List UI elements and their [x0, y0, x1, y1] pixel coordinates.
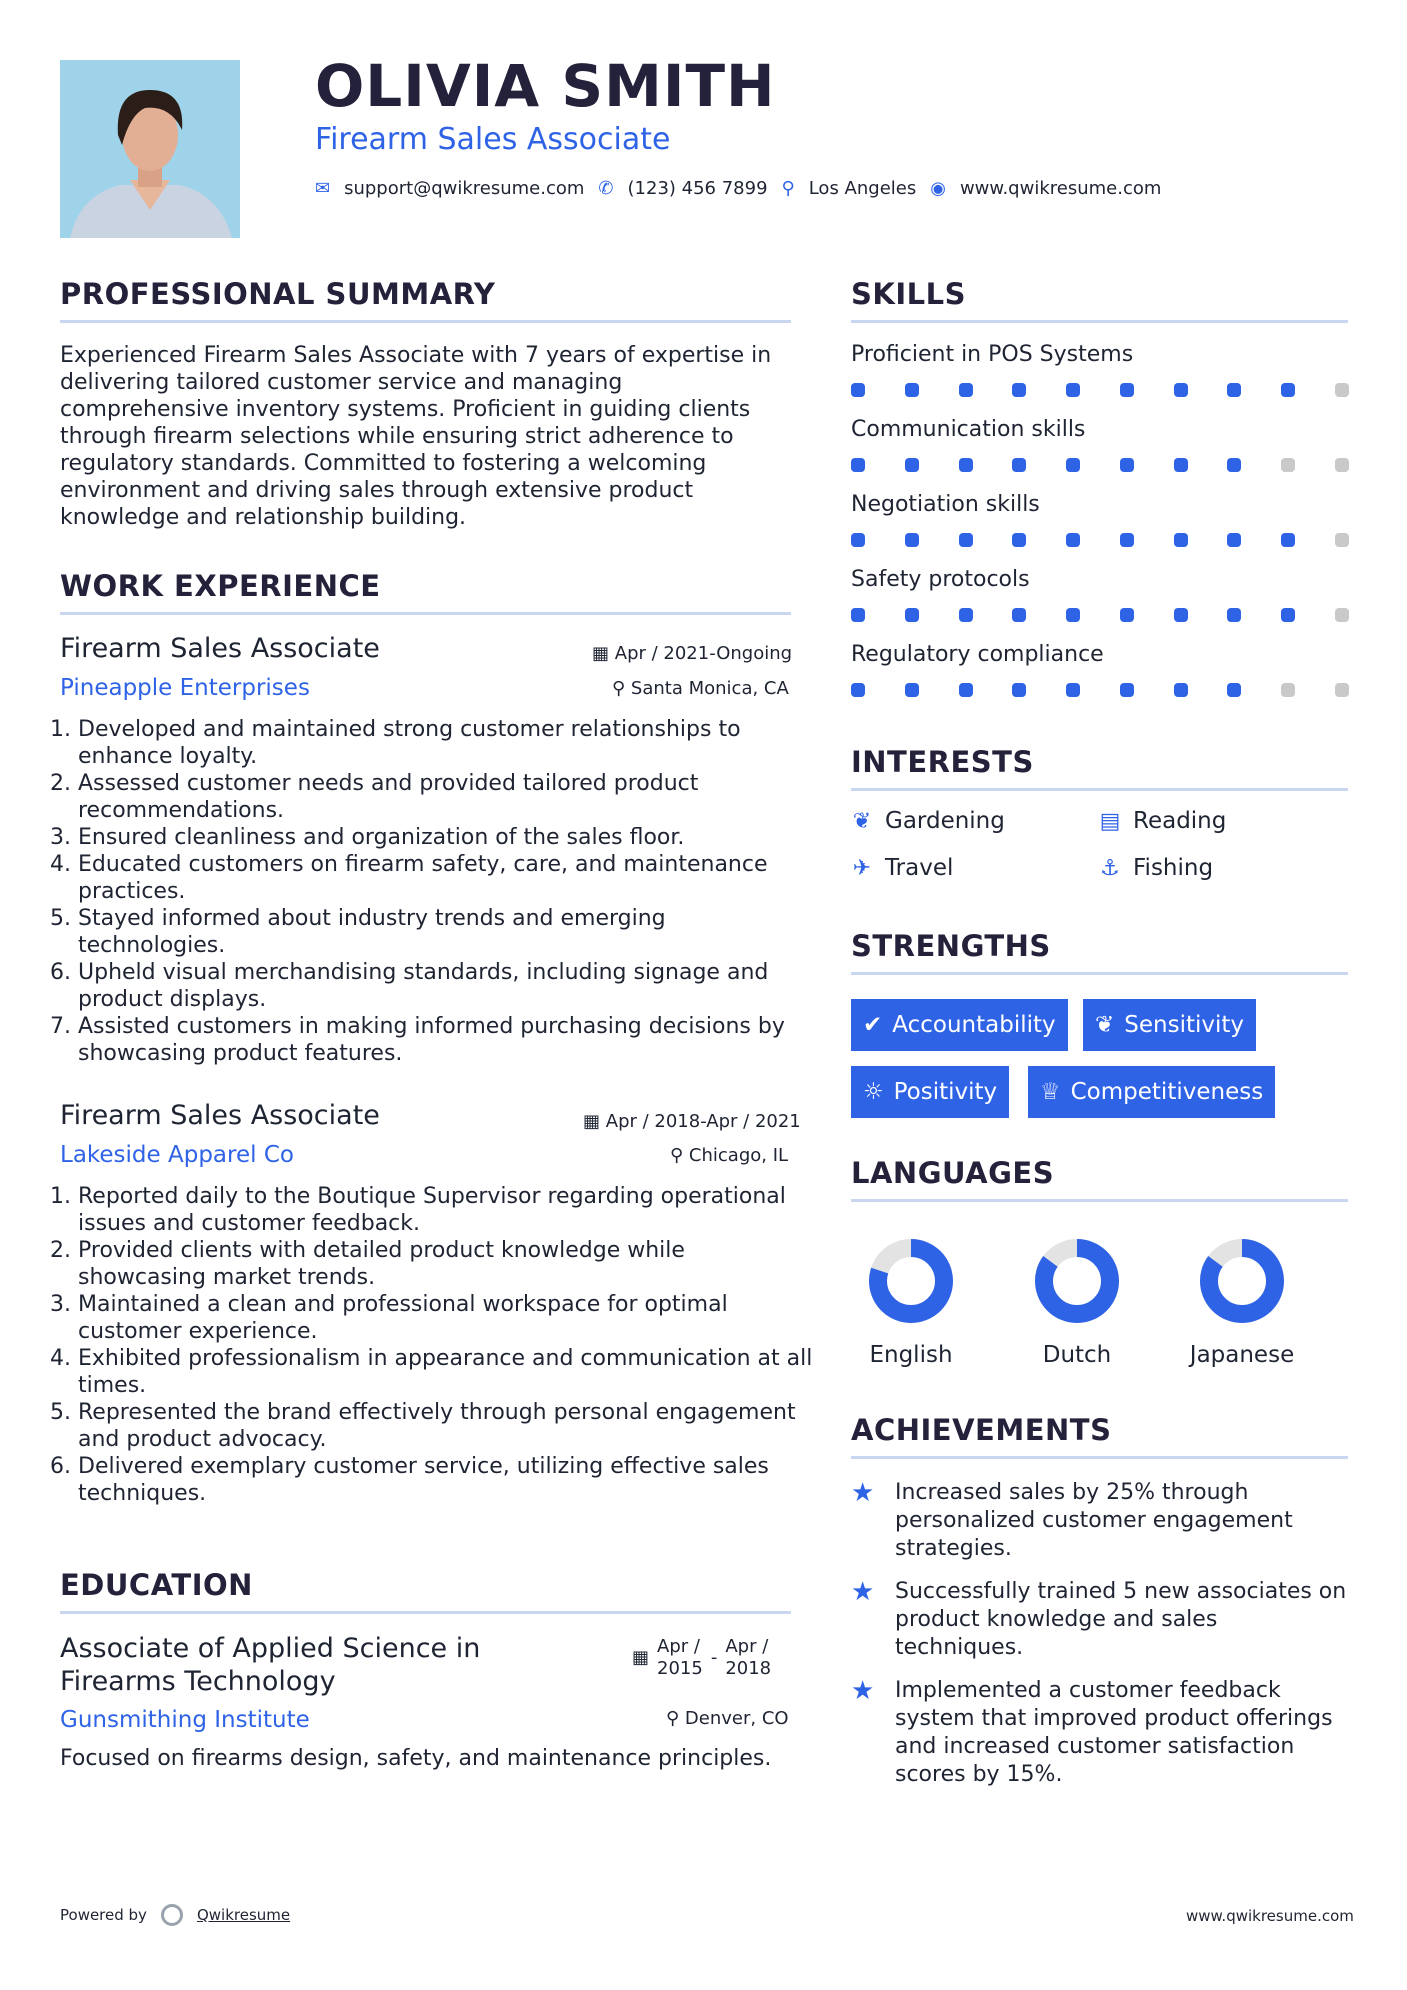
duty-item: 6. Upheld visual merchandising standards, including signage and product displays.	[78, 959, 813, 1013]
duty-item: 5. Represented the brand effectively through personal engagement and product advocacy.	[78, 1399, 813, 1453]
summary-text	[60, 342, 795, 531]
summary-line: comprehensive inventory systems. Proficient in guiding clients	[60, 397, 751, 422]
skill-dot-filled	[851, 683, 865, 697]
achievement-item: ★ Increased sales by 25% through personalized customer engagement strategies.	[851, 1478, 1293, 1561]
skill-dot-filled	[1281, 533, 1295, 547]
skill-label: Negotiation skills	[851, 492, 1040, 517]
skill-dot-filled	[959, 458, 973, 472]
pin-icon: ⚲	[666, 1708, 680, 1729]
interest-item: ⚓ Fishing	[1100, 855, 1214, 881]
candidate-name: OLIVIA SMITH	[315, 52, 776, 120]
anchor-icon: ⚓	[1100, 855, 1120, 881]
skill-dot-filled	[959, 533, 973, 547]
footer-website[interactable]: www.qwikresume.com	[1186, 1907, 1354, 1925]
trophy-icon: ♕	[1040, 1079, 1061, 1105]
profile-photo	[60, 60, 240, 238]
skill-label: Communication skills	[851, 417, 1086, 442]
summary-heading: PROFESSIONAL SUMMARY	[60, 277, 496, 311]
skill-dot-filled	[905, 683, 919, 697]
skill-dot-filled	[1066, 458, 1080, 472]
interests-heading: INTERESTS	[851, 745, 1034, 779]
skill-dot-filled	[851, 533, 865, 547]
job-company: Pineapple Enterprises	[60, 675, 310, 701]
skill-dot-filled	[851, 608, 865, 622]
qwikresume-logo-icon	[161, 1904, 183, 1926]
star-icon: ★	[851, 1577, 875, 1607]
skill-dot-filled	[1066, 533, 1080, 547]
summary-line: delivering tailored customer service and managing	[60, 370, 623, 395]
skill-dot-filled	[905, 383, 919, 397]
duty-item: 1. Developed and maintained strong customer relationships to enhance loyalty.	[78, 716, 813, 770]
skill-dot-filled	[1174, 458, 1188, 472]
globe-icon: ◉	[930, 178, 946, 199]
summary-line: environment and driving sales through extensive product	[60, 478, 694, 503]
skill-dot-filled	[1174, 533, 1188, 547]
skill-dot-filled	[1281, 383, 1295, 397]
skill-dot-filled	[1120, 458, 1134, 472]
star-icon: ★	[851, 1676, 875, 1706]
skill-label: Safety protocols	[851, 567, 1030, 592]
achievements-heading: ACHIEVEMENTS	[851, 1413, 1112, 1447]
language-label: Dutch	[1042, 1342, 1112, 1368]
education-heading: EDUCATION	[60, 1568, 253, 1602]
skill-dot-filled	[905, 608, 919, 622]
language-ring	[1197, 1236, 1287, 1326]
skill-dot-filled	[851, 383, 865, 397]
leaf-icon: ❦	[852, 808, 872, 834]
duty-item: 1. Reported daily to the Boutique Supervisor regarding operational issues and customer feedback.	[78, 1183, 813, 1237]
interests-rule	[851, 788, 1348, 791]
skill-rating	[851, 383, 1349, 397]
education-rule	[60, 1611, 791, 1614]
education-description: Focused on firearms design, safety, and maintenance principles.	[60, 1746, 772, 1771]
powered-by-label: Powered by	[60, 1906, 147, 1924]
skill-dot-filled	[1120, 608, 1134, 622]
summary-line: regulatory standards. Committed to fostering a welcoming	[60, 451, 707, 476]
portrait-image	[60, 60, 240, 238]
duty-item: 4. Educated customers on firearm safety, care, and maintenance practices.	[78, 851, 813, 905]
skill-dot-filled	[1227, 383, 1241, 397]
strength-chip: ❦ Sensitivity	[1083, 999, 1256, 1051]
skills-heading: SKILLS	[851, 277, 966, 311]
job-location: ⚲ Chicago, IL	[670, 1145, 789, 1166]
skill-rating	[851, 458, 1349, 472]
skill-rating	[851, 533, 1349, 547]
skill-dot-filled	[905, 458, 919, 472]
duty-item: 2. Provided clients with detailed product knowledge while showcasing market trends.	[78, 1237, 813, 1291]
education-location: ⚲ Denver, CO	[666, 1708, 789, 1729]
duty-item: 7. Assisted customers in making informed purchasing decisions by showcasing product features.	[78, 1013, 813, 1067]
skill-dot-empty	[1335, 458, 1349, 472]
skill-dot-filled	[959, 683, 973, 697]
skill-dot-filled	[851, 458, 865, 472]
skill-dot-filled	[1227, 458, 1241, 472]
interest-item: ▤ Reading	[1099, 808, 1227, 834]
plane-icon: ✈	[852, 855, 872, 881]
skill-dot-filled	[1012, 458, 1026, 472]
pin-icon: ⚲	[612, 678, 626, 699]
skill-dot-filled	[1066, 608, 1080, 622]
skill-dot-filled	[905, 533, 919, 547]
calendar-icon: ▦	[592, 643, 610, 664]
star-icon: ★	[851, 1478, 875, 1508]
achievement-item: ★ Implemented a customer feedback system that improved product offerings and increased customer satisfaction scores by 15%.	[851, 1676, 1333, 1787]
map-pin-icon: ⚲	[781, 178, 795, 199]
skill-dot-empty	[1335, 683, 1349, 697]
skill-dot-empty	[1335, 533, 1349, 547]
degree-title: Associate of Applied Science in Firearms Technology	[60, 1633, 481, 1697]
skill-label: Proficient in POS Systems	[851, 342, 1134, 367]
skill-dot-filled	[1012, 533, 1026, 547]
qwikresume-link[interactable]: Qwikresume	[196, 1906, 291, 1924]
skill-dot-filled	[1120, 533, 1134, 547]
strengths-heading: STRENGTHS	[851, 929, 1051, 963]
job-dates: ▦ Apr / 2021-Ongoing	[592, 643, 793, 664]
duty-item: 5. Stayed informed about industry trends and emerging technologies.	[78, 905, 813, 959]
skill-dot-filled	[1120, 683, 1134, 697]
contact-phone[interactable]: (123) 456 7899	[627, 178, 768, 199]
footer-branding	[60, 1904, 290, 1926]
contact-website[interactable]: www.qwikresume.com	[959, 178, 1162, 199]
skill-dot-empty	[1281, 683, 1295, 697]
language-label: English	[869, 1342, 953, 1368]
skill-label: Regulatory compliance	[851, 642, 1104, 667]
contact-email[interactable]: support@qwikresume.com	[344, 178, 585, 199]
job-title: Firearm Sales Associate	[60, 1100, 380, 1131]
experience-rule	[60, 612, 791, 615]
skill-dot-empty	[1335, 383, 1349, 397]
education-dates: ▦ Apr / 2015 - Apr / 2018	[632, 1636, 772, 1679]
duty-item: 6. Delivered exemplary customer service, utilizing effective sales techniques.	[78, 1453, 813, 1507]
interest-item: ❦ Gardening	[852, 808, 1005, 834]
phone-icon: ✆	[598, 178, 614, 199]
skill-dot-filled	[1012, 383, 1026, 397]
skill-dot-filled	[1174, 683, 1188, 697]
language-ring	[866, 1236, 956, 1326]
language-label: Japanese	[1189, 1342, 1295, 1368]
skill-dot-filled	[1012, 683, 1026, 697]
interest-item: ✈ Travel	[852, 855, 954, 881]
school-name: Gunsmithing Institute	[60, 1707, 310, 1733]
job-company: Lakeside Apparel Co	[60, 1142, 294, 1168]
candidate-title: Firearm Sales Associate	[315, 122, 671, 157]
language-ring	[1032, 1236, 1122, 1326]
skills-rule	[851, 320, 1348, 323]
summary-rule	[60, 320, 791, 323]
sun-icon: ☼	[863, 1079, 884, 1105]
strength-chip: ☼ Positivity	[851, 1066, 1009, 1118]
job-duties-list	[58, 716, 813, 1067]
duty-item: 3. Maintained a clean and professional workspace for optimal customer experience.	[78, 1291, 813, 1345]
skill-dot-filled	[1174, 608, 1188, 622]
summary-line: knowledge and relationship building.	[60, 505, 467, 530]
duty-item: 3. Ensured cleanliness and organization of the sales floor.	[78, 824, 813, 851]
contact-location: Los Angeles	[808, 178, 917, 199]
skill-dot-filled	[1281, 608, 1295, 622]
summary-line: through firearm selections while ensuring strict adherence to	[60, 424, 734, 449]
job-location: ⚲ Santa Monica, CA	[612, 678, 789, 699]
skill-dot-filled	[1066, 683, 1080, 697]
skill-dot-filled	[1227, 683, 1241, 697]
skill-rating	[851, 608, 1349, 622]
calendar-icon: ▦	[583, 1111, 601, 1132]
strength-chip: ♕ Competitiveness	[1028, 1066, 1275, 1118]
skill-dot-filled	[959, 608, 973, 622]
job-dates: ▦ Apr / 2018-Apr / 2021	[583, 1111, 801, 1132]
skill-dot-empty	[1281, 458, 1295, 472]
experience-heading: WORK EXPERIENCE	[60, 569, 381, 603]
skill-dot-filled	[1066, 383, 1080, 397]
achievement-item: ★ Successfully trained 5 new associates on product knowledge and sales techniques.	[851, 1577, 1347, 1660]
achievements-rule	[851, 1456, 1348, 1459]
duty-item: 4. Exhibited professionalism in appearance and communication at all times.	[78, 1345, 813, 1399]
strengths-rule	[851, 972, 1348, 975]
book-icon: ▤	[1099, 808, 1121, 834]
duty-item: 2. Assessed customer needs and provided tailored product recommendations.	[78, 770, 813, 824]
languages-rule	[851, 1199, 1348, 1202]
skill-dot-filled	[1120, 383, 1134, 397]
skill-dot-filled	[959, 383, 973, 397]
job-duties-list	[58, 1183, 813, 1507]
contact-bar	[315, 178, 1161, 199]
envelope-icon: ✉	[315, 178, 331, 199]
pin-icon: ⚲	[670, 1145, 684, 1166]
leaf-icon: ❦	[1095, 1012, 1115, 1038]
strength-chip: ✔ Accountability	[851, 999, 1068, 1051]
skill-rating	[851, 683, 1349, 697]
summary-line: Experienced Firearm Sales Associate with 7 years of expertise in	[60, 343, 772, 368]
check-circle-icon: ✔	[863, 1012, 883, 1038]
skill-dot-filled	[1012, 608, 1026, 622]
languages-heading: LANGUAGES	[851, 1156, 1055, 1190]
job-title: Firearm Sales Associate	[60, 633, 380, 664]
calendar-icon: ▦	[632, 1647, 650, 1668]
skill-dot-empty	[1335, 608, 1349, 622]
skill-dot-filled	[1227, 608, 1241, 622]
skill-dot-filled	[1227, 533, 1241, 547]
skill-dot-filled	[1174, 383, 1188, 397]
